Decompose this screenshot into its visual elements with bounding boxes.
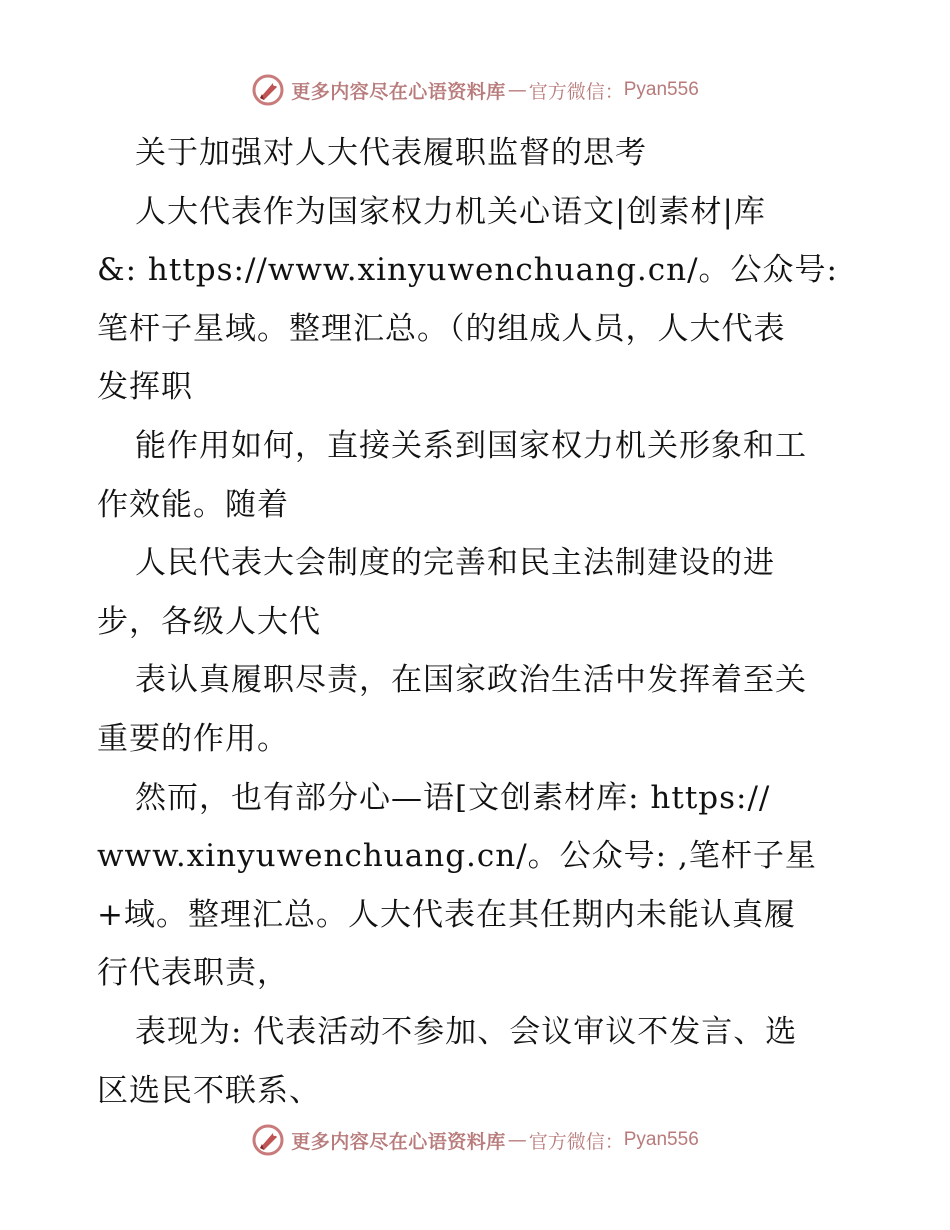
- body-line: 然而，也有部分心—语[文创素材库: https://: [135, 779, 771, 816]
- footer-account: Pyan556: [623, 1129, 699, 1150]
- body-line: 行代表职责，: [97, 955, 289, 992]
- header-separator: —: [507, 79, 527, 101]
- body-line: 人大代表作为国家权力机关心语文|创素材|库: [135, 193, 766, 230]
- footer-separator: —: [507, 1129, 527, 1151]
- header-brand-text: 更多内容尽在心语资料库: [291, 80, 506, 103]
- article-title: 关于加强对人大代表履职监督的思考: [135, 135, 647, 171]
- article-body: [97, 124, 857, 1120]
- footer-brand-text: 更多内容尽在心语资料库: [291, 1130, 506, 1153]
- header-banner: [0, 70, 950, 110]
- body-line: 人民代表大会制度的完善和民主法制建设的进: [135, 545, 775, 582]
- body-line: 能作用如何，直接关系到国家权力机关形象和工: [135, 427, 807, 464]
- body-line: 重要的作用。: [97, 720, 289, 757]
- pen-logo-icon: [251, 1123, 285, 1157]
- body-line: &: https://www.xinyuwenchuang.cn/。公众号:: [97, 252, 838, 289]
- pen-logo-icon: [251, 73, 285, 107]
- body-line: 作效能。随着: [97, 486, 289, 523]
- body-line: 表现为: 代表活动不参加、会议审议不发言、选: [135, 1013, 798, 1050]
- footer-banner: [0, 1120, 950, 1160]
- body-line: 笔杆子星域。整理汇总。（的组成人员，人大代表: [97, 310, 786, 347]
- header-account: Pyan556: [623, 79, 699, 100]
- footer-wechat-label: 官方微信：: [528, 1130, 624, 1153]
- body-line: +域。整理汇总。人大代表在其任期内未能认真履: [97, 896, 796, 933]
- body-line: 发挥职: [97, 369, 193, 406]
- body-line: 步，各级人大代: [97, 603, 321, 640]
- body-line: www.xinyuwenchuang.cn/。公众号: ,笔杆子星: [97, 838, 817, 875]
- body-line: 表认真履职尽责，在国家政治生活中发挥着至关: [135, 662, 807, 699]
- header-wechat-label: 官方微信：: [528, 80, 624, 103]
- body-line: 区选民不联系、: [97, 1072, 321, 1109]
